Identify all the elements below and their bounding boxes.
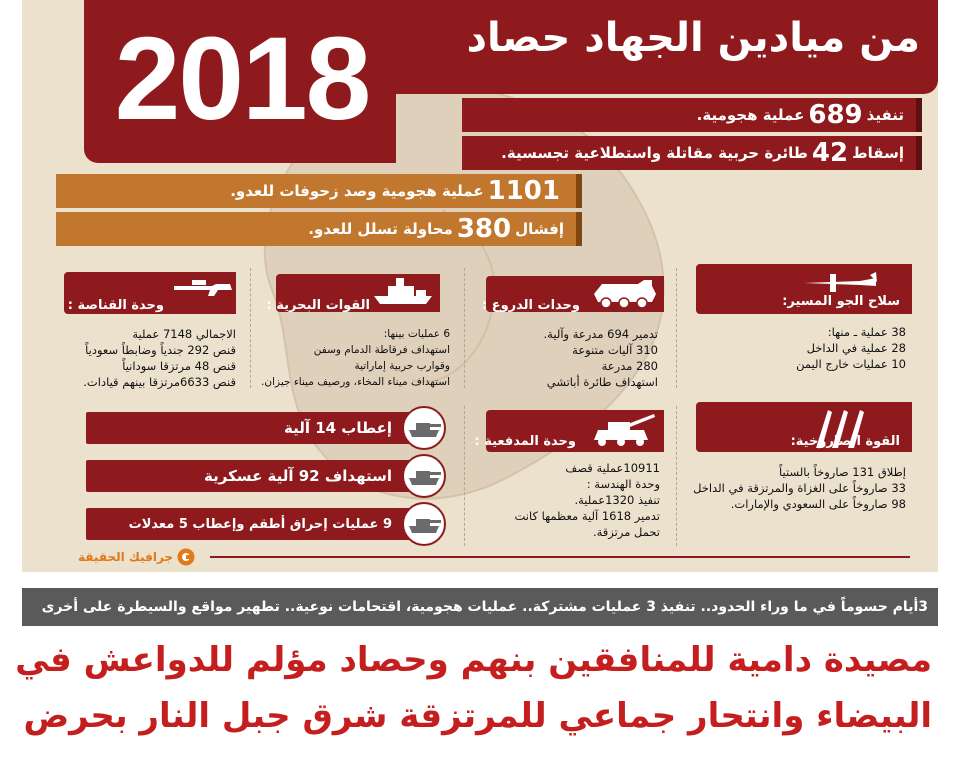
stat-bar-infiltration — [56, 212, 582, 246]
column-divider — [676, 268, 677, 388]
list-item: 280 مدرعة — [601, 359, 658, 373]
list-item: تنفيذ 1320عملية. — [574, 493, 660, 507]
warship-icon — [372, 276, 434, 306]
list-item: الاجمالي 7148 عملية — [132, 327, 236, 341]
list-item: استهداف ميناء المخاء، ورصيف ميناء جيزان. — [261, 376, 450, 388]
headline-line-1: مصيدة دامية للمنافقين بنهم وحصاد مؤلم للدواعش في — [15, 640, 932, 680]
list-item: 10911عملية قصف — [565, 461, 660, 475]
stat-prefix: إفشال — [515, 220, 564, 238]
drone-title: سلاح الجو المسير: — [782, 294, 900, 309]
armor-list — [488, 326, 658, 390]
armor-title: وحدات الدروع : — [481, 298, 580, 313]
stat-number: 380 — [456, 214, 512, 244]
list-item: قنص 6633مرتزقا بينهم قيادات. — [83, 375, 236, 389]
list-item: 310 آليات متنوعة — [572, 343, 658, 357]
stat-bar-aircraft — [462, 136, 922, 170]
list-item: إطلاق 131 صاروخاً بالستياً — [779, 465, 906, 479]
list-item: 38 عملية ـ منها: — [827, 325, 906, 339]
vehicle-bar — [86, 508, 444, 540]
list-item: تدمير 694 مدرعة وآلية. — [543, 327, 658, 341]
news-strip — [22, 588, 938, 626]
list-item: وقوارب حربية إماراتية — [354, 360, 450, 372]
missile-list — [690, 464, 906, 512]
drone-list — [696, 324, 906, 372]
vehicle-bar-text: 9 عمليات إحراق أطقم وإعطاب 5 معدلات — [128, 516, 392, 532]
list-item: استهداف فرقاطة الدمام وسفن — [313, 344, 450, 356]
vehicle-bar-text: إعطاب 14 آلية — [283, 419, 392, 437]
armored-vehicle-icon — [590, 276, 660, 310]
stat-bar-operations — [56, 174, 582, 208]
news-strip-text: 3أيام حسوماً في ما وراء الحدود.. تنفيذ 3 عمليات مشتركة.. عمليات هجومية، اقتحامات نوعية.. تطهير مواقع والسيطرة على أخرى — [41, 599, 928, 615]
list-item: 6 عمليات بينها: — [383, 328, 450, 340]
column-divider — [676, 406, 677, 546]
logo-icon — [177, 548, 195, 566]
tank-icon — [402, 502, 446, 546]
stat-number: 42 — [811, 138, 849, 168]
vehicle-bar — [86, 412, 444, 444]
artillery-tank-icon — [588, 410, 658, 448]
headline-line-2: البيضاء وانتحار جماعي للمرتزقة شرق جبل النار بحرض — [23, 696, 932, 736]
naval-list — [250, 326, 450, 390]
sniper-rifle-icon — [172, 276, 234, 300]
headline — [15, 632, 932, 760]
list-item: قنص 48 مرتزقا سودانياً — [122, 359, 236, 373]
stat-number: 689 — [808, 100, 863, 130]
list-item: تدمير 1618 آلية معظمها كانت تحمل مرتزقة. — [514, 509, 660, 539]
stat-number: 1101 — [487, 176, 560, 206]
stat-suffix: عملية هجومية. — [696, 106, 805, 124]
logo-text: جرافيك الحقيقة — [78, 550, 174, 564]
list-item: استهداف طائرة أباتشي — [546, 375, 658, 389]
sniper-list — [46, 326, 236, 390]
stat-prefix: إسقاط — [852, 144, 904, 162]
stat-suffix: طائرة حربية مقاتلة واستطلاعية تجسسية. — [501, 144, 808, 162]
list-item: 10 عمليات خارج اليمن — [796, 357, 906, 371]
vehicle-bar — [86, 460, 444, 492]
logo-line — [210, 556, 910, 558]
sniper-title: وحدة القناصة : — [67, 298, 164, 313]
stat-bar-attacks — [462, 98, 922, 132]
stat-prefix: تنفيذ — [866, 106, 904, 124]
list-item: وحدة الهندسة : — [586, 477, 660, 491]
list-item: 33 صاروخاً على الغزاة والمرتزقة في الداخل — [693, 481, 906, 495]
stat-suffix: محاولة تسلل للعدو. — [308, 220, 453, 238]
artillery-list — [490, 460, 660, 540]
logo — [78, 546, 195, 568]
column-divider — [464, 268, 465, 388]
stat-suffix: عملية هجومية وصد زحوفات للعدو. — [230, 182, 484, 200]
year-label: 2018 — [114, 13, 370, 145]
header-title: من ميادين الجهاد حصاد — [466, 15, 920, 61]
vehicle-bar-text: استهداف 92 آلية عسكرية — [204, 467, 392, 485]
artillery-title: وحدة المدفعية : — [474, 434, 576, 449]
list-item: 98 صاروخاً على السعودي والإمارات. — [730, 497, 906, 511]
list-item: قنص 292 جندياً وضابطاً سعودياً — [85, 343, 236, 357]
missile-title: القوة الصاروخية: — [790, 434, 900, 449]
tank-icon — [402, 454, 446, 498]
naval-title: القوات البحرية : — [266, 298, 370, 313]
column-divider — [464, 406, 465, 546]
tank-icon — [402, 406, 446, 450]
list-item: 28 عملية في الداخل — [806, 341, 906, 355]
